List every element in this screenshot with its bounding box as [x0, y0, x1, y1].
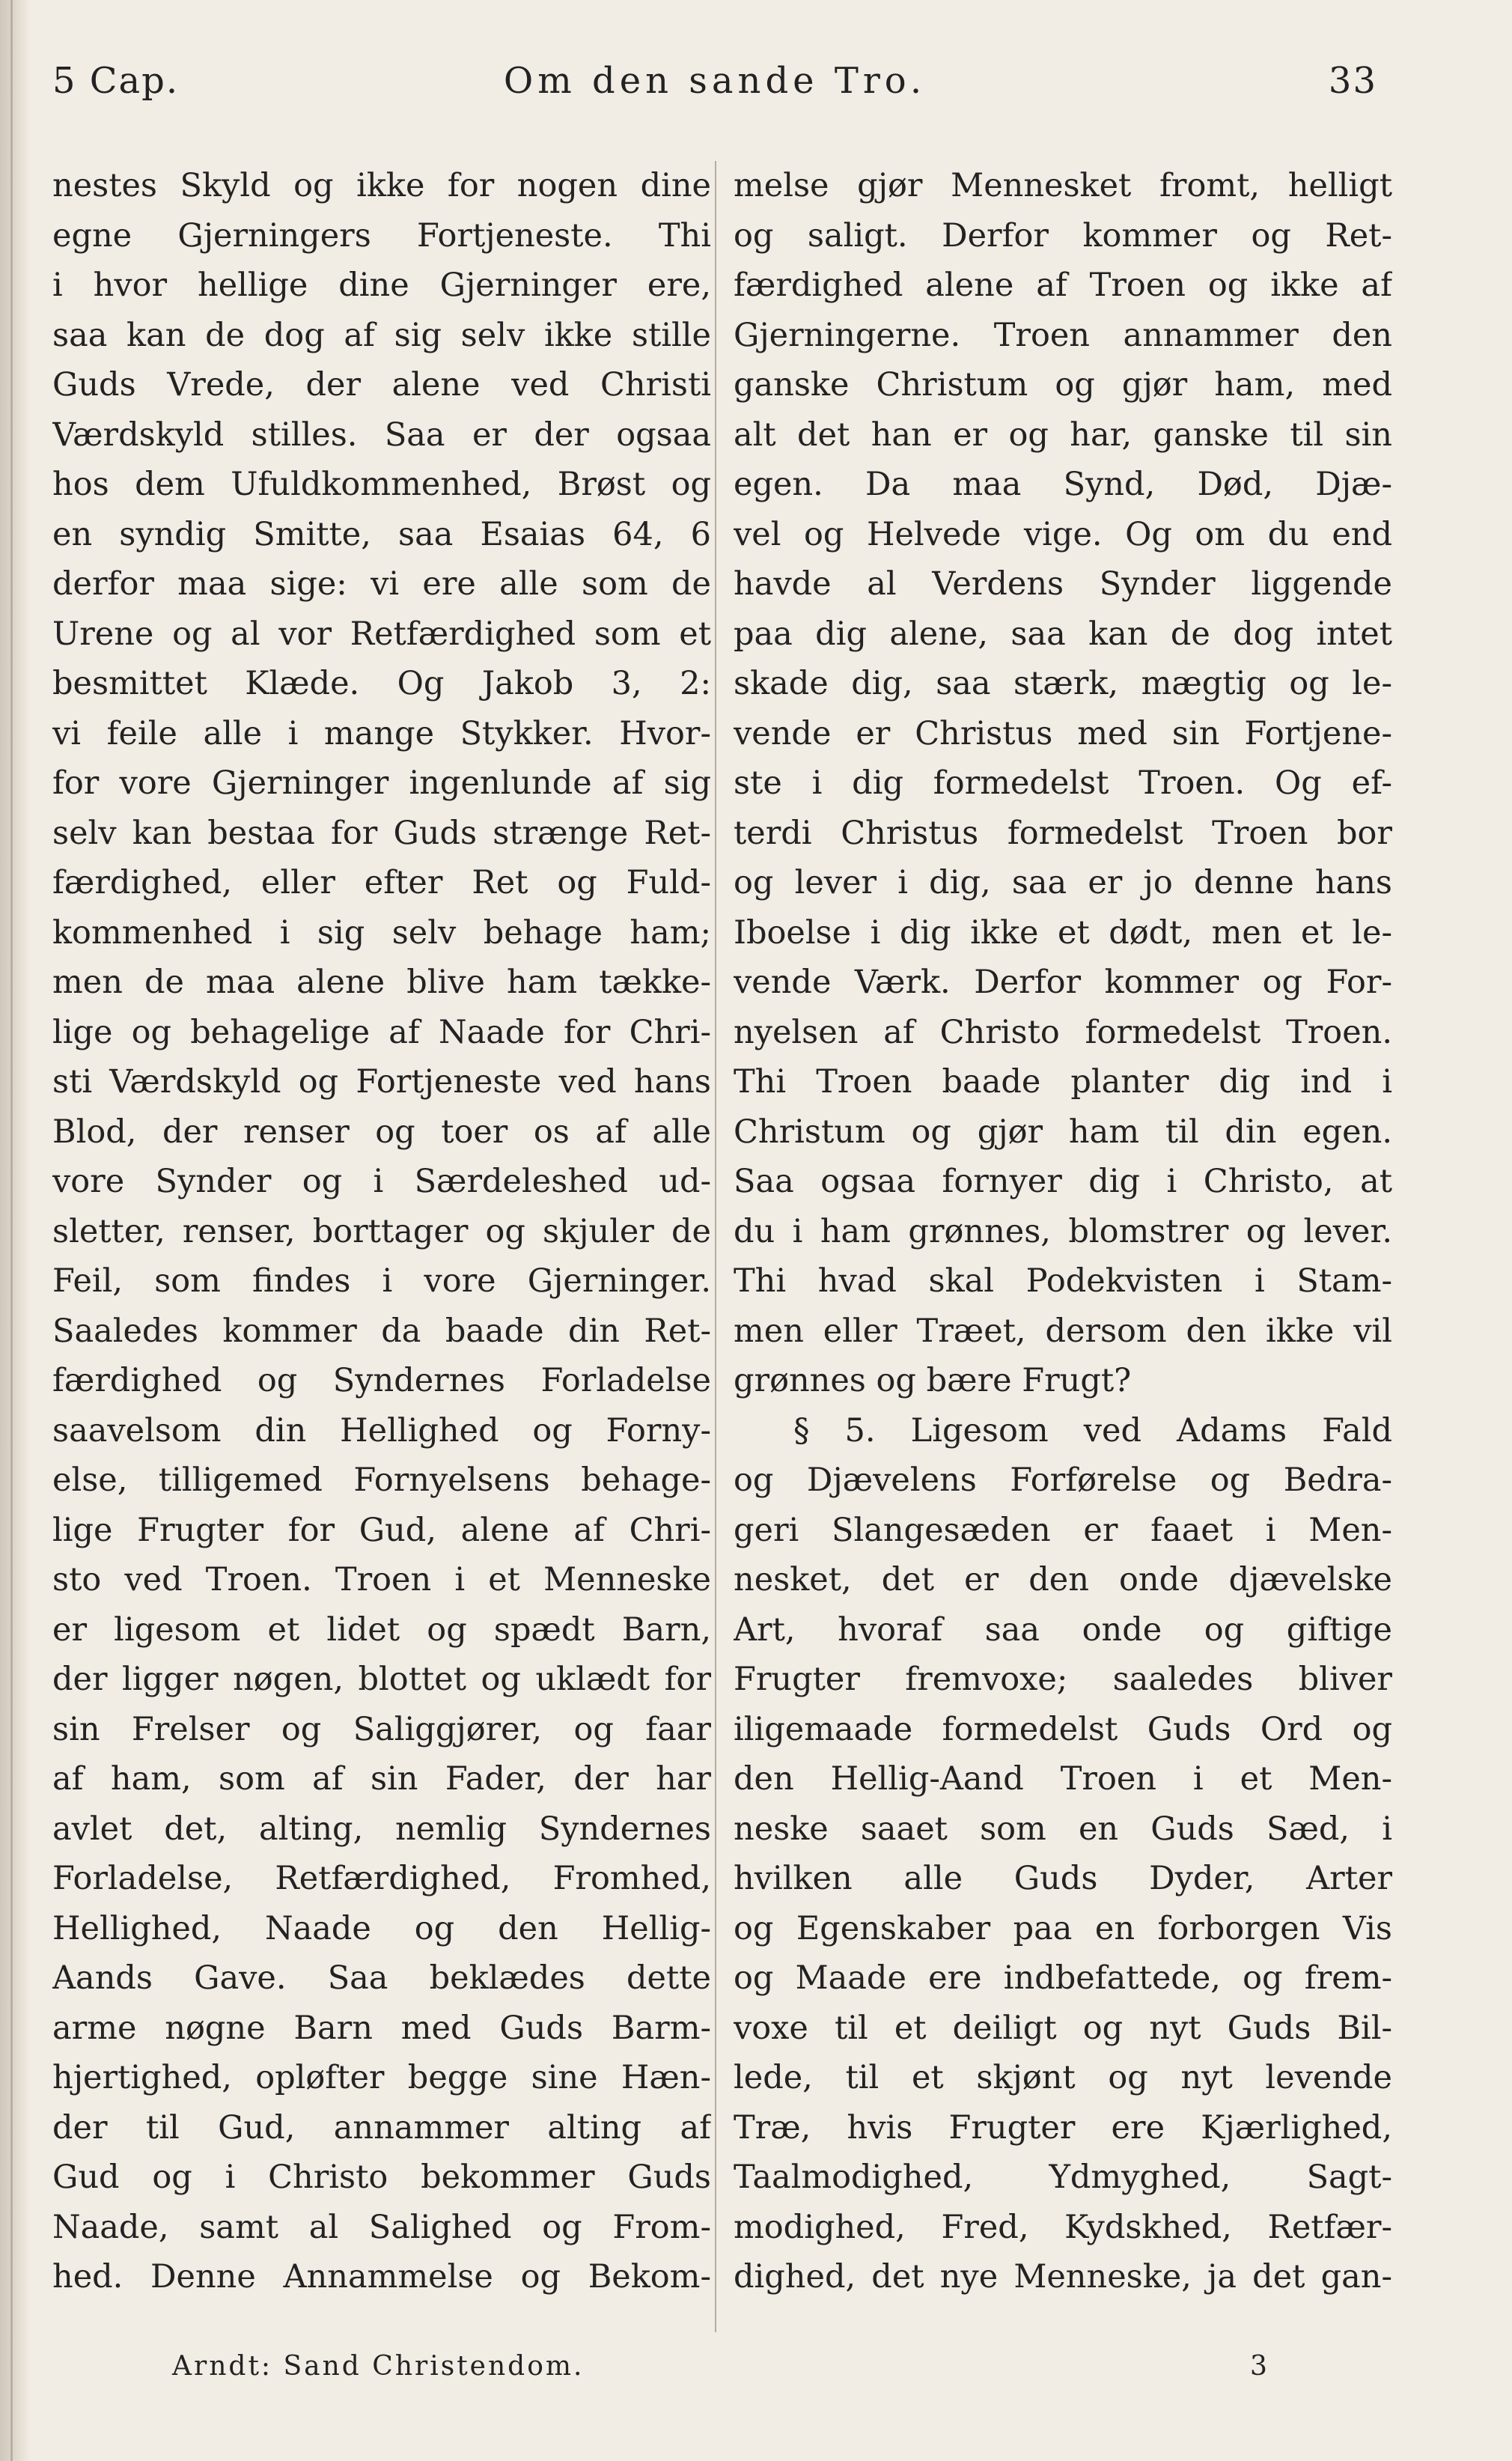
text-line: sto ved Troen. Troen i et Menneske [52, 1561, 711, 1598]
text-line: grønnes og bære Frugt? [734, 1362, 1132, 1399]
text-line: Gjerningerne. Troen annammer den [734, 316, 1392, 354]
text-line: den Hellig-Aand Troen i et Men- [734, 1760, 1392, 1798]
text-line: Saa ogsaa fornyer dig i Christo, at [734, 1163, 1392, 1200]
right-text-column [734, 161, 1392, 2302]
text-line: er ligesom et lidet og spædt Barn, [52, 1610, 711, 1649]
text-line: modighed, Fred, Kydskhed, Retfær- [734, 2208, 1392, 2246]
text-line: skade dig, saa stærk, mægtig og le- [734, 665, 1392, 702]
text-line: Art, hvoraf saa onde og giftige [734, 1610, 1392, 1649]
text-line: Gud og i Christo bekommer Guds [52, 2159, 711, 2196]
running-head [52, 60, 1377, 112]
text-line: Forladelse, Retfærdighed, Fromhed, [52, 1860, 711, 1897]
text-line: else, tilligemed Fornyelsens behage- [52, 1461, 711, 1499]
page-footer [0, 2351, 1512, 2396]
text-line: paa dig alene, saa kan de dog intet [734, 615, 1392, 653]
text-line: og saligt. Derfor kommer og Ret- [734, 216, 1392, 255]
text-line: og Djævelens Forførelse og Bedra- [734, 1461, 1392, 1499]
text-line: saa kan de dog af sig selv ikke stille [52, 316, 711, 354]
text-line: ganske Christum og gjør ham, med [734, 366, 1392, 404]
text-line: hed. Denne Annammelse og Bekom- [52, 2258, 711, 2296]
binding-edge [10, 0, 13, 2461]
text-line: Guds Vrede, der alene ved Christi [52, 366, 711, 404]
text-line: sti Værdskyld og Fortjeneste ved hans [52, 1063, 711, 1101]
text-line: der ligger nøgen, blottet og uklædt for [52, 1661, 711, 1698]
text-line: Træ, hvis Frugter ere Kjærlighed, [734, 2108, 1392, 2147]
text-line: men de maa alene blive ham tække- [52, 964, 711, 1001]
text-line: vore Synder og i Særdeleshed ud- [52, 1163, 711, 1200]
text-line: færdighed og Syndernes Forladelse [52, 1362, 711, 1399]
text-line: Taalmodighed, Ydmyghed, Sagt- [734, 2159, 1392, 2196]
text-line: hjertighed, opløfter begge sine Hæn- [52, 2059, 711, 2096]
text-line: men eller Træet, dersom den ikke vil [734, 1312, 1392, 1350]
text-line: vende Værk. Derfor kommer og For- [734, 964, 1392, 1001]
running-title: Om den sande Tro. [503, 60, 927, 102]
text-line: lede, til et skjønt og nyt levende [734, 2059, 1392, 2096]
text-line: lige og behagelige af Naade for Chri- [52, 1013, 711, 1051]
text-line: hos dem Ufuldkommenhed, Brøst og [52, 466, 711, 503]
text-line: af ham, som af sin Fader, der har [52, 1760, 711, 1798]
text-line: melse gjør Mennesket fromt, helligt [734, 167, 1392, 204]
page-number: 33 [1328, 60, 1377, 102]
text-line: ste i dig formedelst Troen. Og ef- [734, 764, 1392, 802]
text-line: saavelsom din Hellighed og Forny- [52, 1411, 711, 1449]
text-line: avlet det, alting, nemlig Syndernes [52, 1810, 711, 1848]
text-line: iligemaade formedelst Guds Ord og [734, 1710, 1392, 1748]
text-line: og Egenskaber paa en forborgen Vis [734, 1909, 1392, 1947]
left-text-column [52, 161, 711, 2302]
text-line: Iboelse i dig ikke et dødt, men et le- [734, 913, 1392, 952]
text-line: selv kan bestaa for Guds strænge Ret- [52, 814, 711, 852]
text-line: kommenhed i sig selv behage ham; [52, 913, 711, 952]
text-line: en syndig Smitte, saa Esaias 64, 6 [52, 515, 711, 553]
text-line: nyelsen af Christo formedelst Troen. [734, 1013, 1392, 1051]
text-line: og Maade ere indbefattede, og frem- [734, 1959, 1392, 1997]
text-line: nestes Skyld og ikke for nogen dine [52, 167, 711, 204]
footer-source: Arndt: Sand Christendom. [172, 2351, 585, 2382]
text-line: for vore Gjerninger ingenlunde af sig [52, 764, 711, 802]
column-divider [715, 161, 716, 2332]
text-line: Naade, samt al Salighed og From- [52, 2208, 711, 2246]
text-line: vi feile alle i mange Stykker. Hvor- [52, 714, 711, 752]
text-line: Christum og gjør ham til din egen. [734, 1113, 1392, 1151]
text-line: hvilken alle Guds Dyder, Arter [734, 1860, 1392, 1897]
text-line: vel og Helvede vige. Og om du end [734, 515, 1392, 553]
text-line: Hellighed, Naade og den Hellig- [52, 1909, 711, 1947]
text-line: lige Frugter for Gud, alene af Chri- [52, 1511, 711, 1549]
text-line: Værdskyld stilles. Saa er der ogsaa [52, 416, 711, 454]
text-line: Blod, der renser og toer os af alle [52, 1113, 711, 1151]
text-line: Frugter fremvoxe; saaledes bliver [734, 1661, 1392, 1698]
text-line: neske saaet som en Guds Sæd, i [734, 1810, 1392, 1848]
text-line: egen. Da maa Synd, Død, Djæ- [734, 466, 1392, 503]
text-line: Thi hvad skal Podekvisten i Stam- [734, 1262, 1392, 1300]
text-line: færdighed alene af Troen og ikke af [734, 267, 1392, 304]
text-line: der til Gud, annammer alting af [52, 2108, 711, 2147]
text-line: Thi Troen baade planter dig ind i [734, 1063, 1392, 1101]
text-line: Feil, som findes i vore Gjerninger. [52, 1262, 711, 1300]
text-line: Urene og al vor Retfærdighed som et [52, 615, 711, 653]
text-line: sletter, renser, borttager og skjuler de [52, 1212, 711, 1250]
text-line: besmittet Klæde. Og Jakob 3, 2: [52, 665, 711, 702]
text-line: havde al Verdens Synder liggende [734, 565, 1392, 603]
page-binding-shadow [0, 0, 30, 2461]
text-line: dighed, det nye Menneske, ja det gan- [734, 2258, 1392, 2296]
text-line: derfor maa sige: vi ere alle som de [52, 565, 711, 603]
text-line: § 5. Ligesom ved Adams Fald [793, 1411, 1392, 1449]
text-line: vende er Christus med sin Fortjene- [734, 714, 1392, 752]
text-line: Aands Gave. Saa beklædes dette [52, 1959, 711, 1997]
text-line: alt det han er og har, ganske til sin [734, 416, 1392, 454]
text-line: geri Slangesæden er faaet i Men- [734, 1511, 1392, 1549]
text-line: nesket, det er den onde djævelske [734, 1561, 1392, 1598]
text-line: i hvor hellige dine Gjerninger ere, [52, 267, 711, 304]
text-line: Saaledes kommer da baade din Ret- [52, 1312, 711, 1350]
text-line: arme nøgne Barn med Guds Barm- [52, 2009, 711, 2047]
text-line: du i ham grønnes, blomstrer og lever. [734, 1212, 1392, 1250]
text-line: voxe til et deiligt og nyt Guds Bil- [734, 2009, 1392, 2047]
text-line: egne Gjerningers Fortjeneste. Thi [52, 216, 711, 255]
chapter-label: 5 Cap. [52, 60, 180, 102]
text-line: færdighed, eller efter Ret og Fuld- [52, 864, 711, 901]
text-line: sin Frelser og Saliggjører, og faar [52, 1710, 711, 1748]
signature-mark: 3 [1250, 2351, 1267, 2382]
text-line: og lever i dig, saa er jo denne hans [734, 864, 1392, 901]
text-line: terdi Christus formedelst Troen bor [734, 814, 1392, 852]
